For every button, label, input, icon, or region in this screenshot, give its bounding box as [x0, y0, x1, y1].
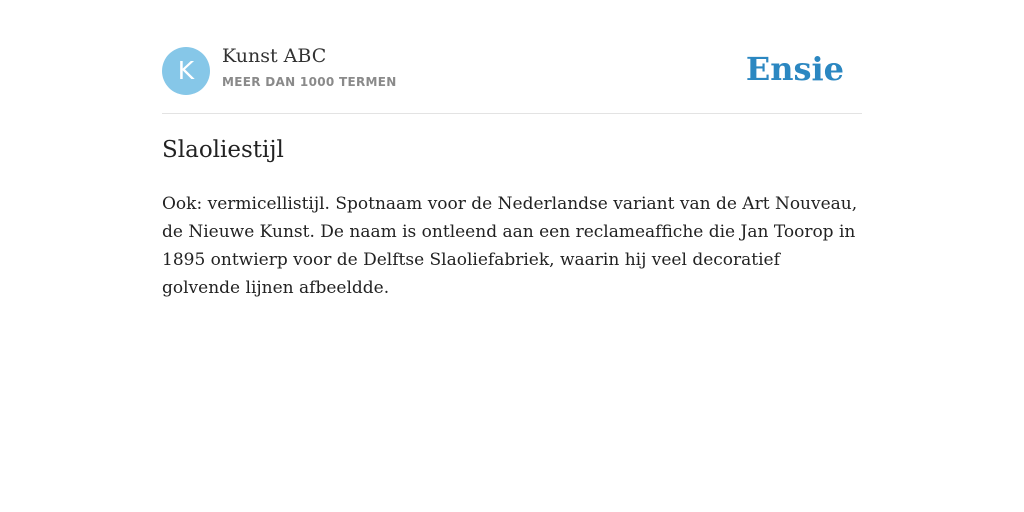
term-title: Slaoliestijl: [162, 137, 284, 163]
source-title[interactable]: Kunst ABC: [222, 45, 327, 67]
ensie-logo[interactable]: Ensie: [745, 50, 844, 88]
source-avatar[interactable]: K: [162, 47, 210, 95]
entry-card: [162, 0, 862, 298]
source-header: [162, 0, 862, 114]
term-definition: Ook: vermicellistijl. Spotnaam voor de Nederlandse variant van de Art Nouveau, de Nieuwe Kunst. De naam is ontleend aan een reclameafﬁche die Jan Toorop in 1895 ontwierp voor de Delftse Slaoliefabriek, waarin hij veel decoratief golvende lijnen afbeeldde.: [162, 194, 858, 298]
source-subtitle: MEER DAN 1000 TERMEN: [222, 75, 397, 89]
